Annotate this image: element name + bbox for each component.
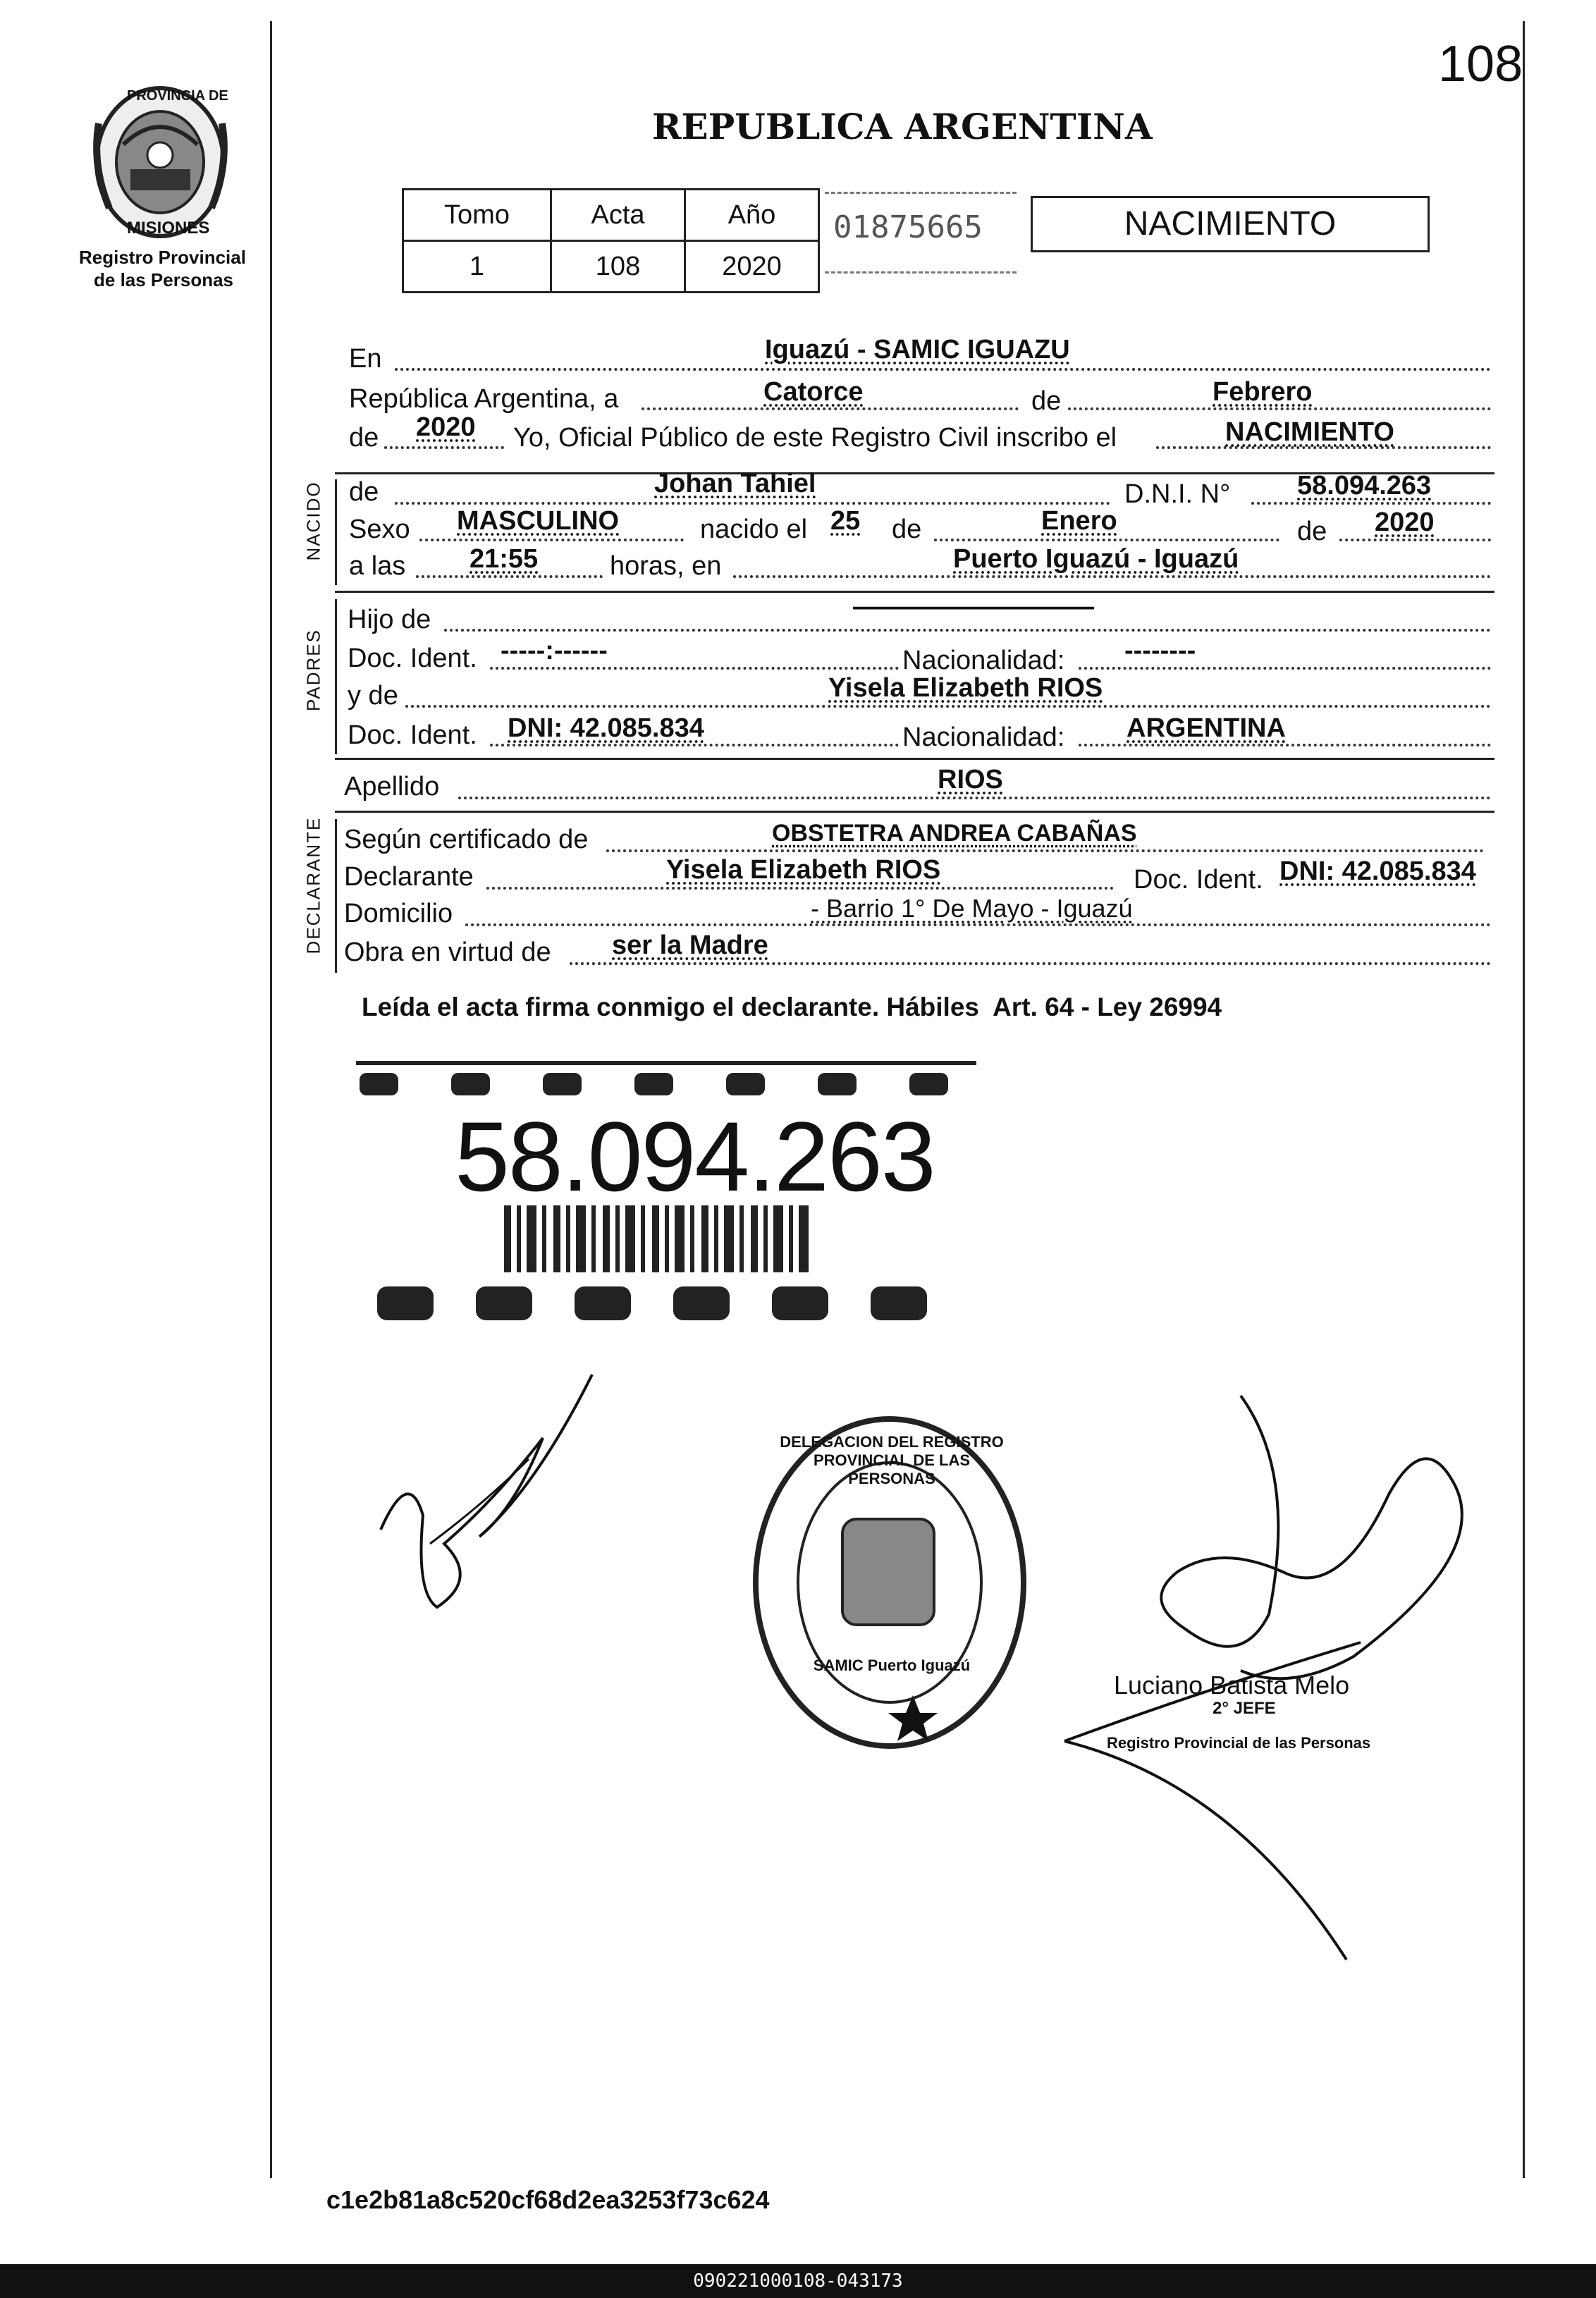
father-name: ————————— — [853, 592, 1094, 622]
dni-dots — [1251, 502, 1491, 505]
mother-doc-label: Doc. Ident. — [348, 720, 477, 750]
month-dots — [1068, 407, 1491, 410]
yo-text: Yo, Oficial Público de este Registro Civil inscribo el — [513, 423, 1117, 453]
birth-day: 25 — [830, 506, 861, 536]
page-number: 108 — [1438, 36, 1523, 92]
logo-bottom-text: MISIONES — [127, 219, 210, 238]
certificado-label: Según certificado de — [344, 825, 589, 854]
obra-dots — [570, 962, 1491, 965]
father-nac: -------- — [1124, 636, 1196, 665]
registrar-signature — [367, 1368, 599, 1614]
father-doc-dots — [490, 667, 899, 670]
officer-title: 2° JEFE — [1213, 1699, 1276, 1718]
padres-bracket — [335, 599, 337, 754]
seal-inner-text: SAMIC Puerto Iguazú — [813, 1657, 971, 1674]
declarante-value: Yisela Elizabeth RIOS — [666, 855, 941, 885]
sexo-dots — [419, 539, 684, 541]
registry-name-1: Registro Provincial — [79, 247, 246, 268]
certificado-value: OBSTETRA ANDREA CABAÑAS — [772, 820, 1137, 847]
a-las-label: a las — [349, 551, 406, 581]
birth-month: Enero — [1041, 506, 1117, 536]
en-dots — [395, 368, 1491, 371]
table-header-acta: Acta — [551, 190, 685, 241]
year: 2020 — [416, 412, 476, 442]
year-dots — [384, 446, 504, 449]
table-value-tomo: 1 — [403, 241, 551, 293]
birth-place: Puerto Iguazú - Iguazú — [953, 544, 1239, 574]
registry-name-2: de las Personas — [94, 269, 233, 290]
birth-year-dots — [1339, 539, 1491, 541]
seal-ring-text: DELEGACION DEL REGISTRO PROVINCIAL DE LAS PERSONAS — [780, 1433, 1004, 1487]
footer-bar — [0, 2264, 1596, 2298]
de-label-2: de — [349, 423, 379, 453]
father-nac-dots — [1079, 667, 1491, 670]
father-doc-label: Doc. Ident. — [348, 644, 477, 673]
nacido-de-label: de — [349, 477, 379, 507]
province-shield-icon — [85, 81, 236, 240]
domicilio-dots — [465, 923, 1491, 926]
logo-top-text: PROVINCIA DE — [127, 88, 228, 104]
section-divider-3 — [335, 758, 1494, 760]
horas-en-label: horas, en — [610, 551, 722, 581]
domicilio-label: Domicilio — [344, 899, 453, 928]
hijo-de-label: Hijo de — [348, 605, 431, 634]
declarante-doc-label: Doc. Ident. — [1134, 865, 1263, 895]
right-margin-line — [1523, 21, 1525, 2178]
obra-label: Obra en virtud de — [344, 938, 551, 967]
dni-stamp-block — [356, 1057, 976, 1325]
closing-text: Leída el acta firma conmigo el declarante. Hábiles Art. 64 - Ley 26994 — [362, 993, 1222, 1021]
mother-nac: ARGENTINA — [1127, 713, 1286, 743]
registry-logo — [85, 81, 236, 240]
mother-doc-dots — [490, 744, 899, 746]
declarante-doc: DNI: 42.085.834 — [1279, 856, 1476, 886]
declarante-label: Declarante — [344, 862, 474, 892]
father-doc: -----:------ — [501, 636, 608, 665]
dni-label: D.N.I. N° — [1124, 479, 1231, 509]
signature-graphic — [367, 1368, 599, 1614]
document-hash: c1e2b81a8c520cf68d2ea3253f73c624 — [326, 2185, 770, 2214]
footer-code: 090221000108-043173 — [693, 2271, 903, 2292]
inscribe-value: NACIMIENTO — [1225, 417, 1394, 447]
officer-signature — [1057, 1389, 1494, 1974]
section-divider-4 — [335, 811, 1494, 813]
registry-seal — [751, 1413, 1029, 1752]
padres-side-label: PADRES — [302, 629, 324, 711]
en-value: Iguazú - SAMIC IGUAZU — [765, 335, 1070, 364]
sexo-value: MASCULINO — [457, 506, 620, 536]
record-table — [402, 188, 820, 293]
child-dni: 58.094.263 — [1297, 471, 1432, 500]
sexo-label: Sexo — [349, 515, 410, 544]
republica-label: República Argentina, a — [349, 384, 619, 414]
record-type: NACIMIENTO — [1124, 205, 1337, 242]
nacido-el-label: nacido el — [700, 515, 808, 544]
declarante-bracket — [335, 819, 337, 973]
child-name: Johan Tahiel — [654, 469, 816, 498]
nacido-de-label-3: de — [1297, 517, 1327, 546]
mother-nac-dots — [1079, 744, 1491, 746]
declarante-dots — [486, 887, 1114, 890]
mother-doc: DNI: 42.085.834 — [508, 713, 704, 743]
page-title: REPUBLICA ARGENTINA — [652, 106, 1153, 147]
father-nac-label: Nacionalidad: — [902, 646, 1065, 675]
birth-place-dots — [733, 575, 1491, 578]
dni-big-number: 58.094.263 — [455, 1101, 935, 1212]
apellido-label: Apellido — [344, 772, 440, 801]
declarante-side-label: DECLARANTE — [302, 816, 324, 954]
left-margin-line — [270, 21, 272, 2178]
time-dots — [416, 575, 603, 578]
apellido-value: RIOS — [938, 765, 1003, 794]
mother-name: Yisela Elizabeth RIOS — [828, 673, 1103, 703]
y-de-label: y de — [348, 681, 398, 711]
table-value-acta: 108 — [551, 241, 685, 293]
obra-value: ser la Madre — [612, 930, 768, 960]
apellido-dots — [458, 797, 1491, 799]
nacido-de-label-2: de — [892, 515, 922, 544]
table-header-tomo: Tomo — [403, 190, 551, 241]
officer-office: Registro Provincial de las Personas — [1107, 1734, 1371, 1752]
record-type-box — [1031, 196, 1430, 252]
mother-nac-label: Nacionalidad: — [902, 723, 1065, 752]
month: Febrero — [1213, 377, 1313, 407]
nacido-side-label: NACIDO — [302, 481, 324, 561]
table-value-anio: 2020 — [685, 241, 819, 293]
birth-year: 2020 — [1375, 508, 1435, 537]
domicilio-value: - Barrio 1° De Mayo - Iguazú — [811, 894, 1133, 923]
en-label: En — [349, 344, 382, 374]
table-header-anio: Año — [685, 190, 819, 241]
nacido-bracket — [335, 479, 337, 585]
name-dots — [395, 502, 1110, 505]
birth-time: 21:55 — [469, 544, 539, 574]
birth-month-dots-2 — [934, 539, 1279, 541]
day-dots — [642, 407, 1019, 410]
de-label-1: de — [1031, 386, 1062, 416]
certificado-dots — [606, 849, 1484, 852]
mother-dots — [405, 705, 1491, 708]
day-word: Catorce — [763, 377, 864, 407]
father-dots — [444, 629, 1491, 632]
serial-stamp — [825, 192, 1017, 274]
officer-name: Luciano Batista Melo — [1114, 1671, 1350, 1700]
serial-number: 01875665 — [833, 209, 983, 245]
